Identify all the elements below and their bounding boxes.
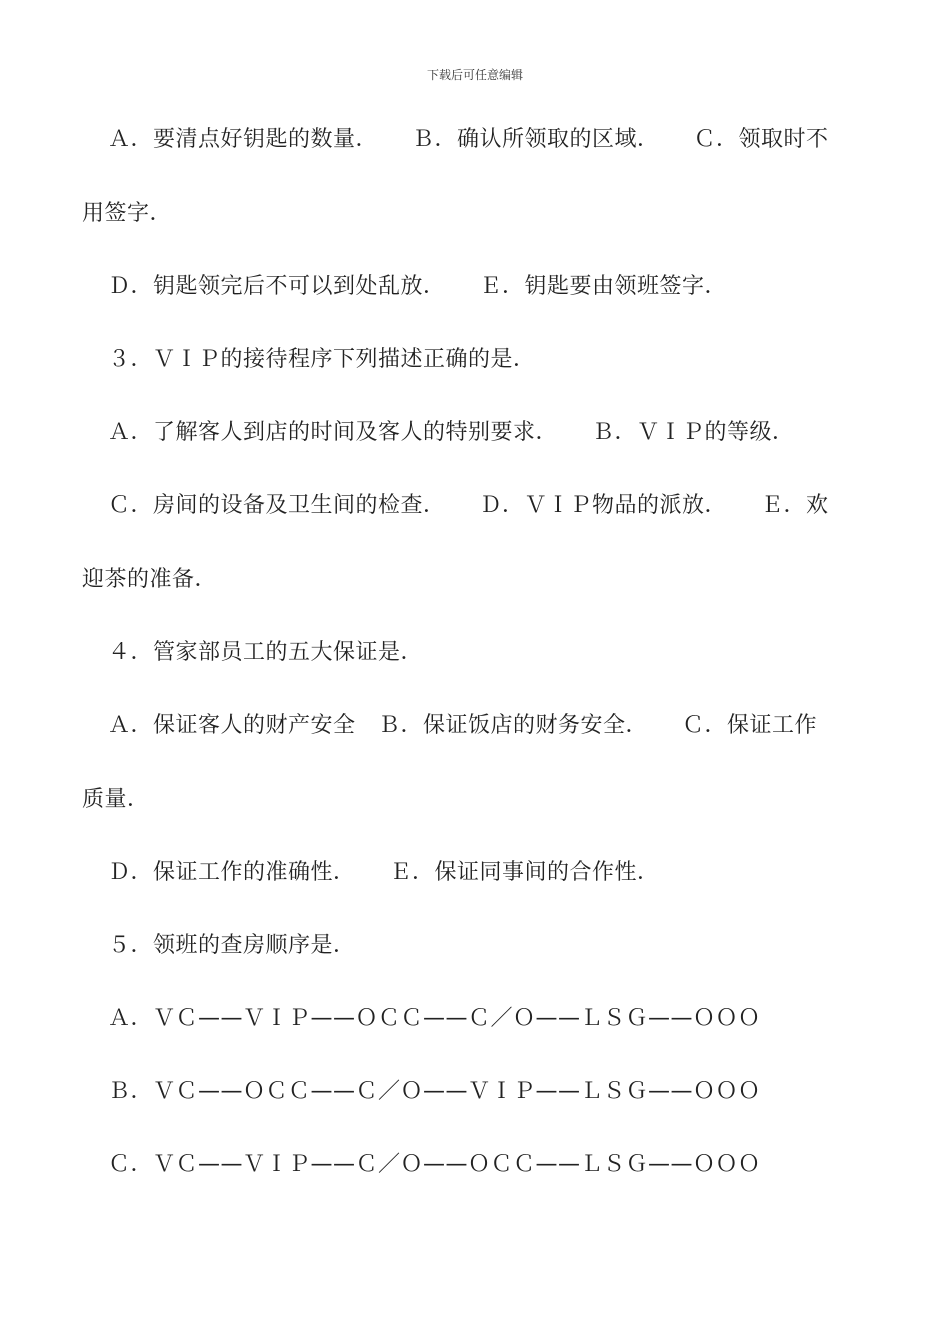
q4-options-line-3: Ｄ．保证工作的准确性． Ｅ．保证同事间的合作性． — [108, 860, 660, 885]
question-4: ４．管家部员工的五大保证是． — [108, 640, 424, 665]
q2-options-line-2: 用签字． — [82, 201, 173, 226]
header-note: 下载后可任意编辑 — [426, 68, 523, 82]
q3-options-line-2: Ｃ．房间的设备及卫生间的检查． Ｄ．ＶＩＰ物品的派放． Ｅ．欢 — [108, 493, 829, 518]
q3-options-line-3: 迎茶的准备． — [82, 567, 218, 592]
q2-options-line-3: Ｄ．钥匙领完后不可以到处乱放． Ｅ．钥匙要由领班签字． — [108, 274, 728, 299]
q5-option-a: Ａ．ＶＣ——ＶＩＰ——ＯＣＣ——Ｃ／Ｏ——ＬＳＧ——ＯＯＯ — [108, 1006, 761, 1031]
q5-option-b: Ｂ．ＶＣ——ＯＣＣ——Ｃ／Ｏ——ＶＩＰ——ＬＳＧ——ＯＯＯ — [108, 1079, 761, 1104]
q5-option-c: Ｃ．ＶＣ——ＶＩＰ——Ｃ／Ｏ——ＯＣＣ——ＬＳＧ——ＯＯＯ — [108, 1152, 761, 1177]
question-3: ３．ＶＩＰ的接待程序下列描述正确的是． — [108, 347, 536, 372]
q3-options-line-1: Ａ．了解客人到店的时间及客人的特别要求． Ｂ．ＶＩＰ的等级． — [108, 420, 795, 445]
q4-options-line-1: Ａ．保证客人的财产安全 Ｂ．保证饭店的财务安全． Ｃ．保证工作 — [108, 713, 818, 738]
q4-options-line-2: 质量． — [82, 787, 150, 812]
q2-options-line-1: Ａ．要清点好钥匙的数量． Ｂ．确认所领取的区域． Ｃ．领取时不 — [108, 127, 829, 152]
question-5: ５．领班的查房顺序是． — [108, 933, 356, 958]
